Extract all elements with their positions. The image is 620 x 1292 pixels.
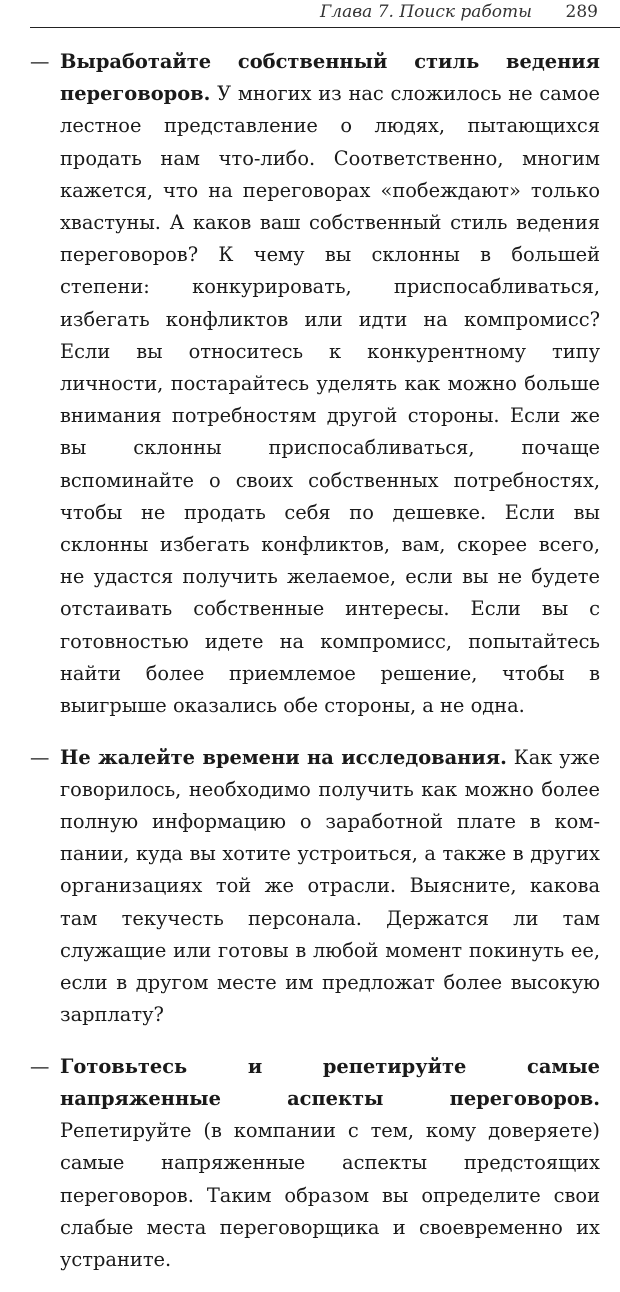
item-text: У многих из нас сложилось не самое лестное представление о людях, пытающихся продать нам что-либо. Соответственно, многим кажется, что на переговорах «побеждают» только хвастуны. А каков ваш собственный стиль ведения переговоров? К чему вы склонны в большей степени: конкурировать, приспосабливаться, избегать конфликтов или идти на компромисс? Если вы относитесь к конкурентному типу личности, постарайтесь уделять как можно больше внимания потребностям другой стороны. Если же вы склонны приспосабливаться, почаще вспоминайте о своих собственных потребностях, чтобы не продать себя по дешевке. Если вы склонны избегать конфликтов, вам, скорее всего, не удастся получить желаемое, если вы не будете отстаивать собственные интересы. Если вы с готовностью идете на компромисс, попытайтесь найти более приемлемое решение, чтобы в выигрыше оказались обе стороны, а не одна.: [60, 82, 600, 718]
item-text: Как уже говорилось, необходимо получить как можно более полную информацию о заработной плате в компании, куда вы хотите устроиться, а также в других организациях той же отрасли. Выясните, какова там текучесть персонала. Держатся ли там служащие или готовы в любой момент покинуть ее, если в другом месте им предложат более высокую зарплату?: [60, 745, 600, 1027]
chapter-title: Глава 7. Поиск работы: [320, 2, 532, 22]
list-item: [30, 742, 600, 1032]
header-rule: [30, 27, 620, 28]
page-header: [0, 0, 620, 28]
item-lead: Готовьтесь и репетируйте самые напряженные аспекты переговоров.: [60, 1054, 600, 1111]
page-number: 289: [565, 2, 598, 22]
item-dash: —: [30, 50, 50, 73]
item-text: Репетируйте (в компании с тем, кому доверяете) самые напряженные аспекты предстоящих переговоров. Таким образом вы определите свои слабые места переговорщика и своевременно их устраните.: [60, 1119, 600, 1272]
item-lead: Не жалейте времени на исследования.: [60, 745, 507, 769]
item-dash: —: [30, 1054, 50, 1078]
item-dash: —: [30, 745, 50, 769]
list-item: [30, 46, 600, 722]
list-item: [30, 1051, 600, 1276]
page-body: [30, 46, 600, 1292]
item-lead: Выработайте собственный стиль ведения переговоров.: [60, 50, 600, 106]
